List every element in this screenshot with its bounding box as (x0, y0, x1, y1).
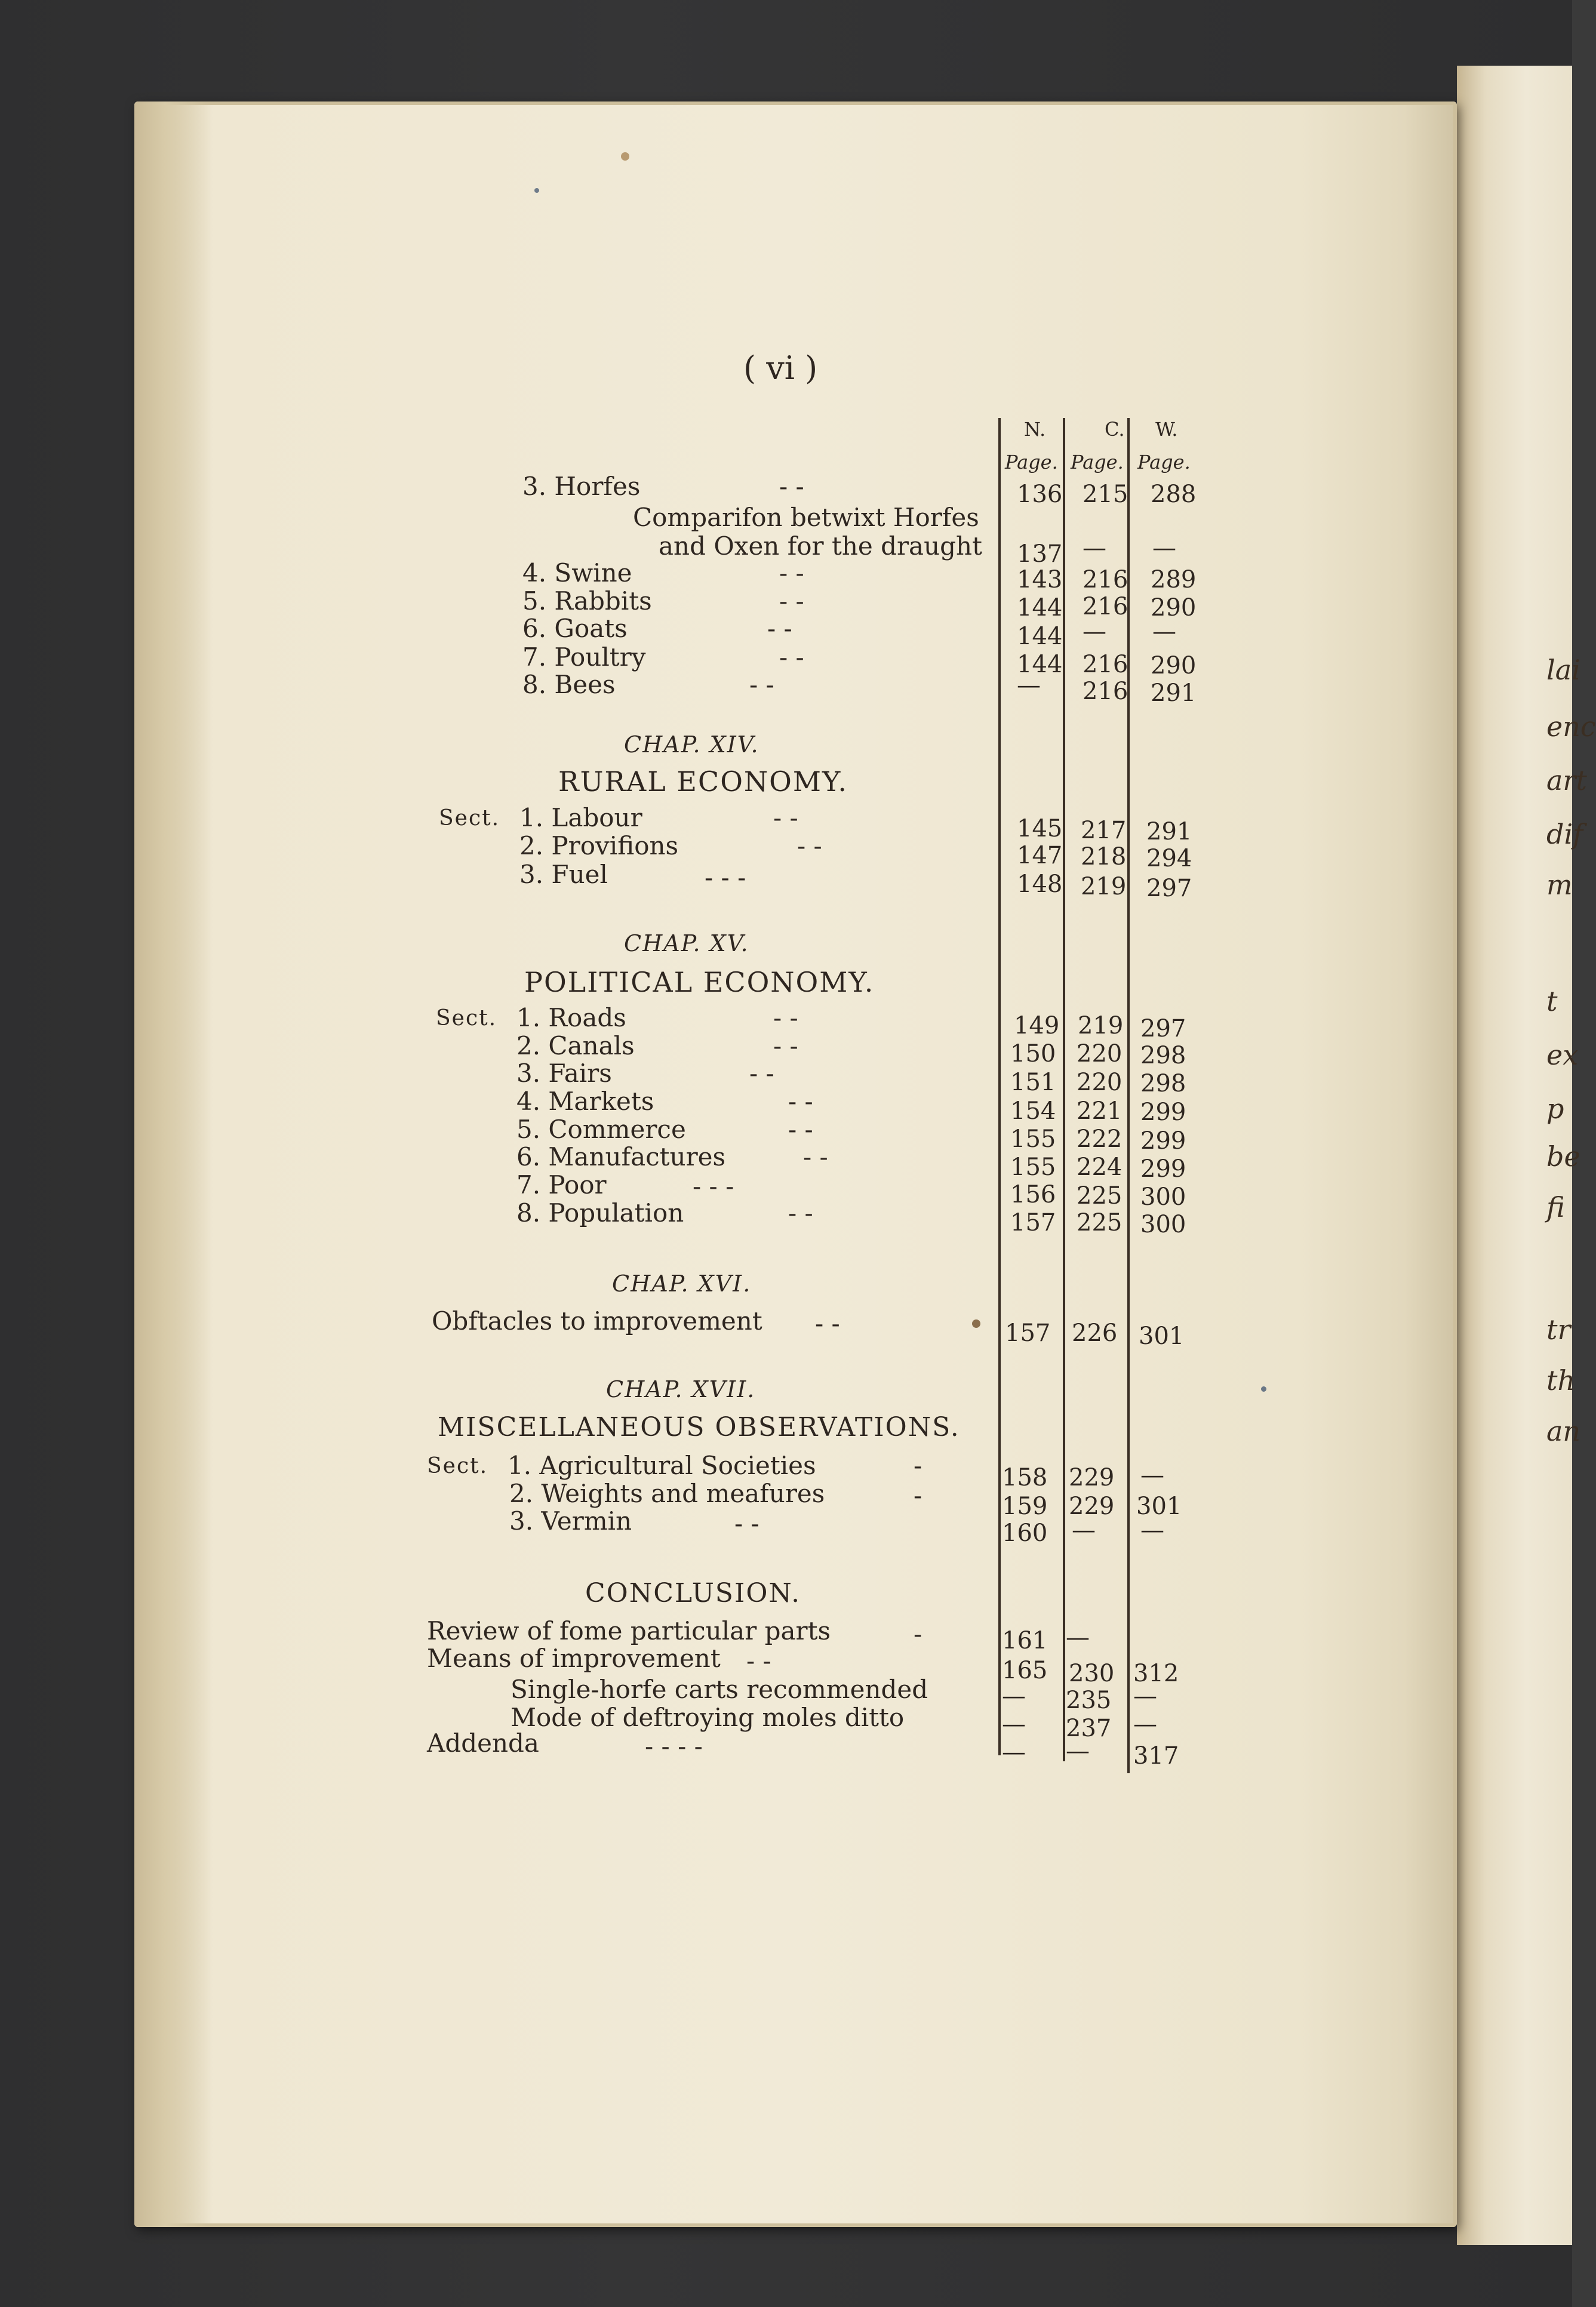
entry-page-n: 148 (1017, 870, 1063, 898)
entry-page-n: 160 (1002, 1519, 1048, 1547)
entry-page-w: — (1140, 1517, 1164, 1544)
entry-page-n: — (1002, 1711, 1026, 1738)
entry-label: 5. Rabbits (522, 586, 652, 616)
entry-page-c: 219 (1081, 873, 1127, 900)
entry-page-c: 219 (1078, 1012, 1124, 1039)
entry-label: 7. Poultry (522, 642, 646, 672)
entry-label: 5. Commerce (516, 1115, 686, 1144)
entry-label: 3. Fairs (516, 1059, 612, 1088)
entry-label: 1. Agricultural Societies (508, 1451, 816, 1480)
entry-page-w: 290 (1151, 652, 1197, 679)
entry-page-n: 156 (1010, 1181, 1056, 1208)
paper-speck (534, 188, 539, 193)
entry-page-c: 225 (1077, 1182, 1123, 1210)
facing-text: ex (1546, 1039, 1579, 1071)
entry-label: 3. Horfes (522, 472, 641, 501)
entry-page-w: — (1152, 534, 1176, 562)
facing-text: be (1546, 1140, 1580, 1173)
facing-text: m (1546, 869, 1573, 901)
entry-page-n: 154 (1010, 1097, 1056, 1125)
entry-page-n: — (1002, 1682, 1026, 1710)
entry-dashes: - - - - (645, 1731, 703, 1761)
entry-page-n: 144 (1017, 594, 1063, 622)
entry-page-c: 220 (1077, 1040, 1123, 1068)
entry-page-n: 155 (1010, 1154, 1056, 1181)
entry-label: 2. Weights and meafures (509, 1479, 825, 1508)
column-rule (1127, 418, 1130, 1773)
entry-label: Mode of deftroying moles ditto (511, 1703, 905, 1732)
entry-label: 8. Population (516, 1198, 684, 1228)
entry-label: and Oxen for the draught (659, 531, 982, 561)
entry-page-w: 294 (1146, 845, 1192, 872)
entry-label: Addenda (427, 1728, 539, 1758)
entry-page-c: 224 (1077, 1154, 1123, 1181)
chapter-title: CONCLUSION. (585, 1578, 801, 1608)
entry-dashes: - - (749, 1059, 774, 1088)
entry-dashes: - - (788, 1115, 813, 1144)
entry-page-c: 218 (1081, 843, 1127, 870)
entry-page-w: — (1133, 1682, 1157, 1710)
entry-page-n: 143 (1017, 566, 1063, 593)
chapter-title: MISCELLANEOUS OBSERVATIONS. (438, 1412, 960, 1442)
entry-page-c: 220 (1077, 1069, 1123, 1096)
entry-page-c: 235 (1066, 1687, 1112, 1714)
entry-label: 1. Roads (516, 1003, 626, 1032)
entry-dashes: - (914, 1481, 922, 1510)
entry-page-n: — (1017, 672, 1041, 699)
chapter-title: POLITICAL ECONOMY. (524, 966, 875, 998)
entry-page-n: 150 (1010, 1040, 1056, 1068)
entry-page-n: 158 (1002, 1464, 1048, 1491)
entry-dashes: - - (788, 1087, 813, 1116)
entry-label: 4. Markets (516, 1087, 654, 1116)
entry-page-c: 226 (1072, 1319, 1118, 1347)
entry-dashes: - (914, 1451, 922, 1480)
entry-label: 8. Bees (522, 670, 616, 699)
entry-page-w: 299 (1140, 1155, 1186, 1183)
facing-text: lai (1546, 654, 1580, 686)
entry-page-n: 144 (1017, 623, 1063, 650)
entry-page-w: 300 (1140, 1183, 1186, 1211)
facing-text: t (1546, 985, 1558, 1017)
entry-dashes: - - (773, 1003, 798, 1032)
section-prefix: Sect. (427, 1454, 488, 1478)
entry-page-w: 291 (1146, 818, 1192, 845)
entry-dashes: - - (788, 1198, 813, 1228)
entry-page-c: — (1083, 618, 1106, 645)
entry-dashes: - - (779, 642, 804, 672)
entry-page-w: 288 (1151, 481, 1197, 508)
facing-text: enc (1546, 710, 1596, 743)
entry-page-n: 137 (1017, 540, 1063, 568)
entry-dashes: - - (773, 803, 798, 832)
entry-label: Comparifon betwixt Horfes (633, 503, 979, 532)
entry-page-c: 230 (1069, 1660, 1115, 1687)
entry-page-w: 290 (1151, 594, 1197, 622)
entry-page-n: 136 (1017, 481, 1063, 508)
entry-page-c: 216 (1083, 678, 1128, 705)
entry-page-n: 165 (1002, 1657, 1048, 1684)
entry-page-c: — (1072, 1517, 1096, 1544)
entry-dashes: - - - (693, 1171, 734, 1201)
entry-page-n: 157 (1010, 1209, 1056, 1236)
entry-label: 3. Vermin (509, 1506, 632, 1536)
column-header-w: W. (1155, 418, 1178, 441)
entry-page-c: 229 (1069, 1493, 1115, 1520)
paper-stain (621, 152, 629, 161)
entry-page-c: 216 (1083, 593, 1128, 620)
entry-page-c: 229 (1069, 1464, 1115, 1491)
entry-page-c: 222 (1077, 1125, 1123, 1153)
entry-page-n: 144 (1017, 651, 1063, 678)
entry-page-w: 312 (1133, 1660, 1179, 1687)
page-fore-edge-shadow (134, 101, 212, 2227)
entry-dashes: - - (773, 1031, 798, 1060)
chapter-heading: CHAP. XVII. (606, 1376, 756, 1402)
entry-page-w: — (1140, 1462, 1164, 1489)
entry-dashes: - - (779, 586, 804, 616)
entry-label: 6. Manufactures (516, 1142, 726, 1171)
entry-page-w: 317 (1133, 1742, 1179, 1770)
entry-page-w: 297 (1140, 1015, 1186, 1042)
paper-stain (972, 1319, 980, 1328)
entry-page-n: 151 (1010, 1069, 1056, 1096)
entry-page-w: 289 (1151, 566, 1197, 593)
entry-page-w: 298 (1140, 1070, 1186, 1097)
facing-text: dif (1546, 818, 1583, 850)
entry-label: 6. Goats (522, 614, 628, 643)
entry-page-n: 149 (1014, 1012, 1060, 1039)
entry-page-n: 157 (1005, 1319, 1051, 1347)
facing-text: p (1546, 1093, 1564, 1125)
page-number: ( vi ) (743, 349, 818, 387)
chapter-heading: CHAP. XV. (624, 930, 749, 956)
entry-dashes: - - (746, 1646, 771, 1675)
column-subheader: Page. (1137, 451, 1191, 473)
entry-label: Means of improvement (427, 1644, 721, 1673)
entry-dashes: - - (803, 1142, 828, 1171)
entry-page-n: 161 (1002, 1627, 1048, 1654)
entry-page-n: — (1002, 1739, 1026, 1766)
entry-dashes: - - (779, 472, 804, 501)
entry-dashes: - - (767, 614, 792, 643)
facing-text: fi (1546, 1191, 1565, 1223)
facing-text: an (1546, 1415, 1581, 1447)
entry-dashes: - - (779, 558, 804, 587)
entry-dashes: - - (815, 1309, 840, 1338)
entry-label: Single-horfe carts recommended (511, 1675, 928, 1704)
entry-page-w: 299 (1140, 1127, 1186, 1155)
entry-page-n: 155 (1010, 1125, 1056, 1153)
entry-page-w: 291 (1151, 679, 1197, 707)
entry-label: 2. Provifions (519, 831, 679, 860)
entry-dashes: - - (797, 831, 822, 860)
entry-page-c: 216 (1083, 651, 1128, 678)
entry-page-w: — (1152, 618, 1176, 645)
entry-page-w: 299 (1140, 1099, 1186, 1126)
entry-page-w: 301 (1139, 1322, 1185, 1350)
entry-page-c: 237 (1066, 1715, 1112, 1742)
entry-label: 3. Fuel (519, 860, 608, 889)
entry-label: Obftacles to improvement (432, 1306, 762, 1336)
entry-label: Review of fome particular parts (427, 1616, 831, 1645)
entry-page-c: 217 (1081, 817, 1127, 844)
entry-dashes: - - (734, 1509, 759, 1538)
chapter-title: RURAL ECONOMY. (558, 765, 848, 798)
entry-label: 1. Labour (519, 803, 642, 832)
facing-text: art (1546, 764, 1587, 796)
column-rule (998, 418, 1001, 1755)
section-prefix: Sect. (436, 1006, 497, 1031)
entry-page-w: 297 (1146, 875, 1192, 902)
entry-dashes: - - - (705, 863, 746, 892)
entry-page-w: — (1133, 1711, 1157, 1738)
column-header-c: C. (1105, 418, 1125, 441)
chapter-heading: CHAP. XIV. (624, 731, 759, 758)
entry-page-n: 145 (1017, 815, 1063, 842)
entry-page-c: — (1066, 1737, 1090, 1765)
entry-page-c: 216 (1083, 566, 1128, 593)
entry-page-c: 215 (1083, 481, 1128, 508)
entry-dashes: - (914, 1619, 922, 1648)
entry-page-c: — (1083, 534, 1106, 562)
entry-label: 7. Poor (516, 1170, 607, 1199)
entry-dashes: - - (749, 670, 774, 699)
entry-page-c: — (1066, 1624, 1090, 1651)
book-page (134, 101, 1457, 2227)
entry-label: 2. Canals (516, 1031, 635, 1060)
paper-speck (1261, 1386, 1266, 1392)
column-subheader: Page. (1005, 451, 1058, 473)
entry-page-c: 225 (1077, 1209, 1123, 1236)
entry-page-n: 147 (1017, 842, 1063, 869)
column-rule (1063, 418, 1065, 1761)
section-prefix: Sect. (439, 806, 500, 830)
entry-page-w: 300 (1140, 1211, 1186, 1238)
entry-label: 4. Swine (522, 558, 632, 587)
entry-page-c: 221 (1077, 1097, 1123, 1125)
facing-text: tr (1546, 1314, 1571, 1346)
entry-page-w: 301 (1136, 1493, 1182, 1520)
column-subheader: Page. (1071, 451, 1124, 473)
chapter-heading: CHAP. XVI. (612, 1271, 752, 1297)
column-header-n: N. (1024, 418, 1046, 441)
entry-page-w: 298 (1140, 1042, 1186, 1069)
facing-text: th (1546, 1364, 1576, 1396)
entry-page-n: 159 (1002, 1493, 1048, 1520)
